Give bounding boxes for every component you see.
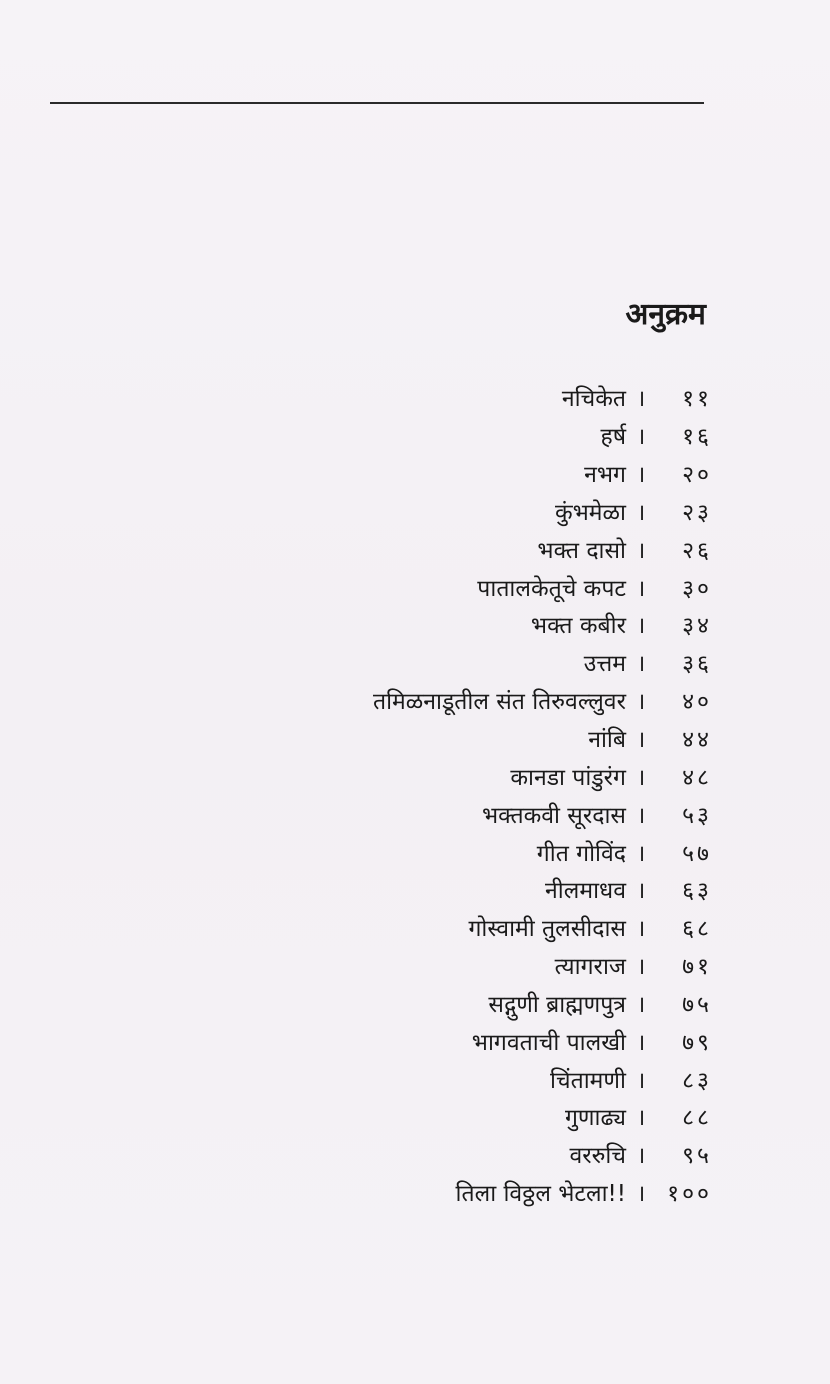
toc-entry-separator: ।	[636, 878, 646, 905]
toc-entry-title: कानडा पांडुरंग	[510, 764, 626, 791]
toc-entry-separator: ।	[636, 1105, 646, 1132]
toc-entry-separator: ।	[636, 764, 646, 791]
toc-entry-separator: ।	[636, 840, 646, 867]
toc-entry-title: कुंभमेळा	[554, 499, 626, 526]
toc-entry-page-number: ७५	[682, 991, 712, 1018]
toc-entry	[112, 835, 712, 873]
toc-entry-separator: ।	[636, 954, 646, 981]
toc-entry	[112, 570, 712, 608]
toc-entry-separator: ।	[636, 689, 646, 716]
toc-entry-separator: ।	[636, 386, 646, 413]
toc-entry	[112, 1024, 712, 1062]
toc-entry-title: गुणाढ्य	[564, 1105, 626, 1132]
toc-entry-page-number: ३६	[682, 651, 712, 678]
toc-entry-separator: ।	[636, 613, 646, 640]
table-of-contents	[112, 381, 712, 1214]
toc-entry-page-number: ४८	[682, 764, 712, 791]
toc-entry-separator: ।	[636, 575, 646, 602]
toc-entry	[112, 646, 712, 684]
toc-entry-page-number: ६३	[682, 878, 712, 905]
toc-entry-separator: ।	[636, 1067, 646, 1094]
toc-entry	[112, 457, 712, 495]
toc-entry-title: तमिळनाडूतील संत तिरुवल्लुवर	[372, 689, 626, 716]
toc-entry-title: हर्ष	[600, 424, 626, 451]
toc-entry-title: नीलमाधव	[545, 878, 626, 905]
toc-entry-title: गोस्वामी तुलसीदास	[468, 916, 626, 943]
toc-entry-separator: ।	[636, 991, 646, 1018]
toc-entry-page-number: ७९	[682, 1029, 712, 1056]
toc-entry-page-number: ७१	[682, 954, 712, 981]
toc-entry	[112, 684, 712, 722]
toc-entry-page-number: ३०	[682, 575, 712, 602]
toc-entry-page-number: ५७	[682, 840, 712, 867]
toc-entry	[112, 608, 712, 646]
toc-entry-title: नभग	[584, 462, 626, 489]
toc-entry	[112, 1062, 712, 1100]
toc-entry	[112, 759, 712, 797]
toc-entry-page-number: ९५	[682, 1143, 712, 1170]
toc-entry-title: उत्तम	[583, 651, 626, 678]
toc-entry-title: तिला विठ्ठल भेटला!!	[455, 1181, 626, 1208]
toc-entry-title: पातालकेतूचे कपट	[477, 575, 626, 602]
toc-entry	[112, 949, 712, 987]
toc-entry-title: त्यागराज	[554, 954, 626, 981]
toc-entry-title: भागवताची पालखी	[471, 1029, 626, 1056]
toc-entry-separator: ।	[636, 499, 646, 526]
toc-entry	[112, 987, 712, 1025]
toc-entry-separator: ।	[636, 424, 646, 451]
toc-entry	[112, 1176, 712, 1214]
toc-entry	[112, 381, 712, 419]
toc-entry-separator: ।	[636, 651, 646, 678]
toc-entry	[112, 1100, 712, 1138]
toc-entry-page-number: ४४	[682, 727, 712, 754]
toc-entry-title: नांबि	[588, 727, 626, 754]
toc-entry	[112, 873, 712, 911]
toc-entry-page-number: ५३	[682, 802, 712, 829]
toc-entry-separator: ।	[636, 727, 646, 754]
toc-entry-page-number: ६८	[682, 916, 712, 943]
toc-entry-separator: ।	[636, 1143, 646, 1170]
toc-entry-title: भक्त कबीर	[530, 613, 626, 640]
toc-entry	[112, 495, 712, 533]
toc-entry-page-number: ८८	[682, 1105, 712, 1132]
toc-entry	[112, 1138, 712, 1176]
toc-entry-page-number: ८३	[682, 1067, 712, 1094]
toc-entry-title: भक्तकवी सूरदास	[481, 802, 626, 829]
toc-entry	[112, 797, 712, 835]
toc-entry-separator: ।	[636, 537, 646, 564]
toc-entry	[112, 532, 712, 570]
toc-entry-separator: ।	[636, 1029, 646, 1056]
toc-entry-separator: ।	[636, 802, 646, 829]
toc-entry-separator: ।	[636, 462, 646, 489]
toc-entry	[112, 911, 712, 949]
toc-entry-title: नचिकेत	[561, 386, 626, 413]
toc-heading: अनुक्रम	[625, 297, 706, 332]
toc-entry	[112, 419, 712, 457]
toc-entry-page-number: ११	[682, 386, 712, 413]
toc-entry-page-number: २३	[682, 499, 712, 526]
toc-entry-page-number: ४०	[682, 689, 712, 716]
toc-entry-page-number: २६	[682, 537, 712, 564]
toc-entry-title: वररुचि	[569, 1143, 626, 1170]
toc-entry-page-number: २०	[682, 462, 712, 489]
toc-entry-page-number: ३४	[682, 613, 712, 640]
toc-entry-page-number: १६	[682, 424, 712, 451]
toc-entry-title: भक्त दासो	[537, 537, 626, 564]
toc-entry-title: सद्गुणी ब्राह्मणपुत्र	[488, 991, 626, 1018]
toc-entry-separator: ।	[636, 1181, 646, 1208]
toc-entry	[112, 722, 712, 760]
toc-entry-page-number: १००	[667, 1181, 712, 1208]
top-rule	[50, 102, 704, 104]
toc-entry-title: गीत गोविंद	[536, 840, 626, 867]
toc-entry-separator: ।	[636, 916, 646, 943]
toc-entry-title: चिंतामणी	[550, 1067, 626, 1094]
